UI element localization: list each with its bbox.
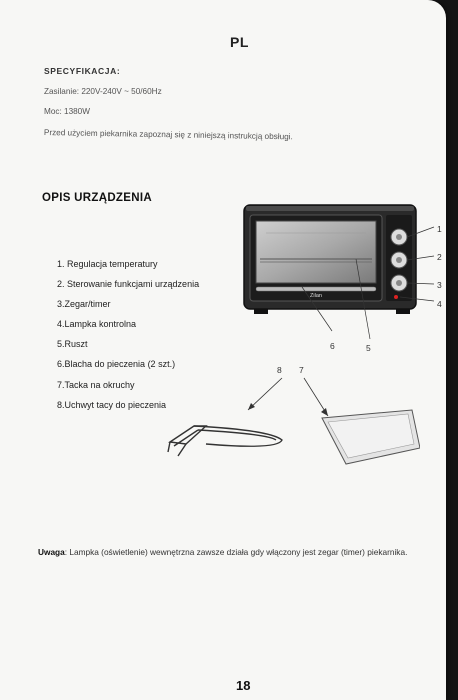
note-label: Uwaga [38,547,65,557]
spec-instructions-note: Przed użyciem piekarnika zapoznaj się z niniejszą instrukcją obsługi. [43,128,293,142]
callout-label-1: 1 [437,224,442,234]
oven-illustration [236,195,448,355]
callout-label-5: 5 [366,343,371,353]
callout-label-4: 4 [437,299,442,309]
parts-list-item: 2. Sterowanie funkcjami urządzenia [57,279,200,290]
parts-list-item: 7.Tacka na okruchy [57,379,135,390]
tray-handle-drawing [168,426,282,456]
indicator-lamp [394,295,398,299]
page-number: 18 [236,678,251,693]
oven-foot [396,309,410,314]
spec-power: Moc: 1380W [44,107,90,116]
spec-power-supply: Zasilanie: 220V-240V ~ 50/60Hz [44,87,162,96]
parts-list-item: 3.Zegar/timer [57,299,111,310]
accessories-illustration [150,360,420,470]
oven-brand-logo: Zilan [310,293,322,299]
callout-label-8: 8 [277,365,282,375]
oven-foot [254,309,268,314]
language-code: PL [230,34,249,50]
parts-list-item: 6.Blacha do pieczenia (2 szt.) [57,359,176,370]
parts-list-item: 4.Lampka kontrolna [57,319,137,330]
note-text: : Lampka (oświetlenie) wewnętrzna zawsze działa gdy włączony jest zegar (timer) piekarnika. [64,547,408,557]
callout-label-3: 3 [437,280,442,290]
parts-list-item: 5.Ruszt [57,339,88,350]
spec-title: SPECYFIKACJA: [44,66,121,76]
section-title: OPIS URZĄDZENIA [42,192,152,204]
parts-list-item: 1. Regulacja temperatury [57,259,158,269]
crumb-tray-drawing [322,410,420,464]
callout-label-6: 6 [330,341,335,351]
parts-list-item: 8.Uchwyt tacy do pieczenia [57,399,167,410]
note-paragraph [38,547,438,558]
callout-label-2: 2 [437,252,442,262]
callout-label-7: 7 [299,365,304,375]
oven-handle [256,287,376,291]
oven-glass [256,221,376,283]
